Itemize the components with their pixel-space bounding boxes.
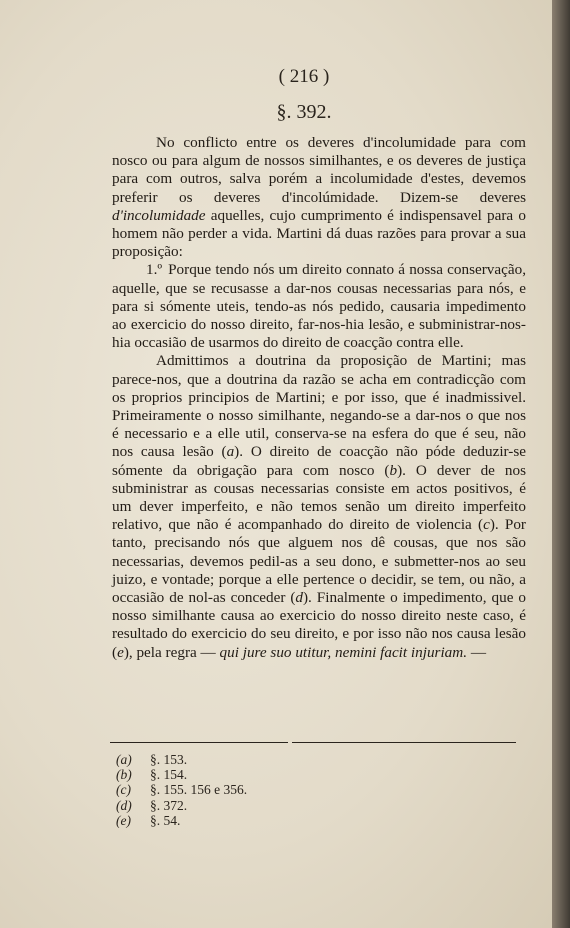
italic-text: a: [226, 443, 235, 461]
section-heading: §. 392.: [276, 101, 332, 123]
footnotes: [116, 752, 416, 828]
footnote-mark: (d): [116, 797, 132, 813]
footnote-mark: (c): [116, 782, 131, 798]
footnote: [116, 767, 416, 782]
text-run: ). Por tanto, precisando nós que alguem nos dê cousas, que nos são necessarias, devemos pedil-as a seu dono, e submetter-nos ao seu juizo, e vontade; porque a elle pertence o decidir, se tem, ou não, a occasião de nol-as conceder (: [112, 516, 526, 607]
footnote-text: §. 155. 156 e 356.: [150, 782, 248, 798]
footnote-mark: (b): [116, 767, 132, 783]
footnote-text: §. 154.: [150, 767, 188, 783]
footnote-text: §. 153.: [150, 752, 188, 767]
footnote: [116, 782, 416, 797]
footnote-rule-left: [110, 742, 288, 743]
italic-text: c: [483, 516, 490, 534]
text-run: ). O direito de coacção não póde deduzir-se sómente da obrigação para com nosco (: [112, 443, 526, 479]
paragraph: [112, 261, 526, 352]
text-run: ). Finalmente o impedimento, que o nosso similhante causa ao exercicio do nosso direito neste caso, é resultado do exercicio do seu direito, e por isso não nos causa lesão (: [112, 589, 526, 661]
footnote-mark: (a): [116, 752, 132, 767]
text-run: —: [467, 643, 487, 661]
footnote: [116, 752, 416, 767]
paragraph: [112, 134, 526, 261]
page-number: ( 216 ): [278, 66, 330, 87]
book-edge: [552, 0, 570, 928]
text-run: No conflicto entre os deveres d'incolumidade para com nosco ou para algum de nossos similhantes, e os deveres de justiça para com outros, salva porém a incolumidade d'estes, devemos preferir os deveres d'incolúmidade. Dizem-se deveres: [112, 134, 526, 206]
text-run: aquelles, cujo cumprimento é indispensavel para o homem não perder a vida. Martini dá duas razões para provar a sua proposição:: [112, 206, 526, 261]
italic-text: b: [389, 461, 398, 479]
italic-text: qui jure suo utitur, nemini facit injuriam.: [219, 643, 468, 661]
footnote: [116, 798, 416, 813]
footnote-text: §. 54.: [150, 812, 181, 828]
text-run: Porque tendo nós um direito connato á nossa conservação, aquelle, que se recusasse a dar-nos cousas necessarias para nós, e para si sómente uteis, tendo-as nós pedido, causaria impedimento ao exercicio do nosso direito, far-nos-hia lesão, e subministrar-nos-hia occasião de usarmos do direito de coacção contra elle.: [112, 261, 526, 352]
italic-text: d: [295, 589, 303, 607]
footnote-mark: (e): [116, 812, 131, 828]
footnote-text: §. 372.: [150, 797, 188, 813]
body-text: [112, 134, 526, 662]
text-run: Admittimos a doutrina da proposição de Martini; mas parece-nos, que a doutrina da razão se acha em contradicção com os proprios principios de Martini; e por isso, que é inadmissivel. Primeiramente o nosso similhante, negando-se a dar-nos o que nos é necessario e a elle util, conserva-se na esfera do que é seu, não nos causa lesão (: [112, 352, 526, 461]
italic-text: e: [117, 643, 124, 661]
footnote: [116, 813, 416, 828]
footnote-rule-right: [292, 742, 516, 743]
item-number: 1.º: [146, 261, 163, 279]
italic-text: d'incolumidade: [112, 206, 206, 224]
paragraph: [112, 352, 526, 661]
text-run: ). O dever de nos subministrar as cousas necessarias consiste em actos positivos, é um dever imperfeito, e não temos senão um direito imperfeito relativo, que não é acompanhado do direito de violencia (: [112, 461, 527, 534]
text-run: ), pela regra —: [123, 643, 220, 661]
